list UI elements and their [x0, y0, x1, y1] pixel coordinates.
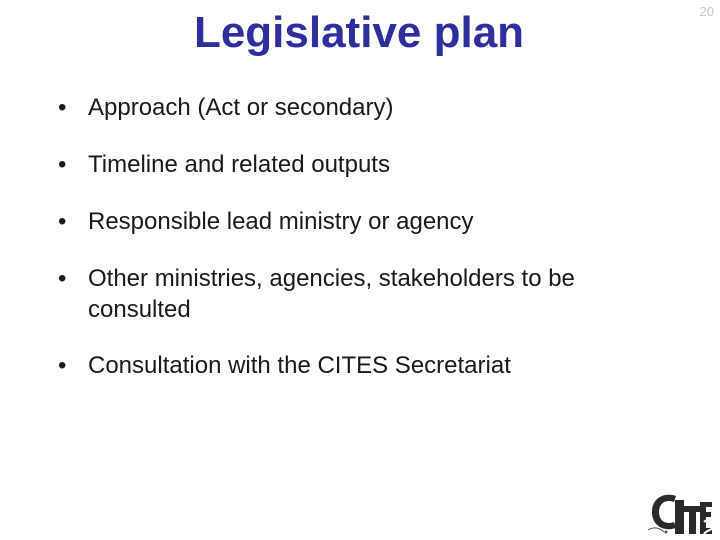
- bullet-item: [56, 92, 676, 123]
- bullet-text: Consultation with the CITES Secretariat: [88, 352, 511, 379]
- cites-logo-icon: [646, 488, 718, 538]
- bullet-item: [56, 263, 676, 325]
- bullet-text: Other ministries, agencies, stakeholders to be consulted: [88, 265, 575, 323]
- bullet-item: [56, 149, 676, 180]
- bullet-item: [56, 206, 676, 237]
- page-number: 20: [699, 4, 714, 19]
- bullet-text: Timeline and related outputs: [88, 151, 390, 178]
- bullet-icon: •: [58, 208, 67, 235]
- bullet-text: Approach (Act or secondary): [88, 94, 394, 121]
- bullet-item: [56, 350, 676, 381]
- bullet-icon: •: [58, 265, 67, 292]
- bullet-icon: •: [58, 352, 67, 379]
- slide-title: Legislative plan: [193, 8, 525, 57]
- bullet-list: [56, 92, 676, 407]
- bullet-icon: •: [58, 94, 67, 121]
- bullet-icon: •: [58, 151, 67, 178]
- bullet-text: Responsible lead ministry or agency: [88, 208, 474, 235]
